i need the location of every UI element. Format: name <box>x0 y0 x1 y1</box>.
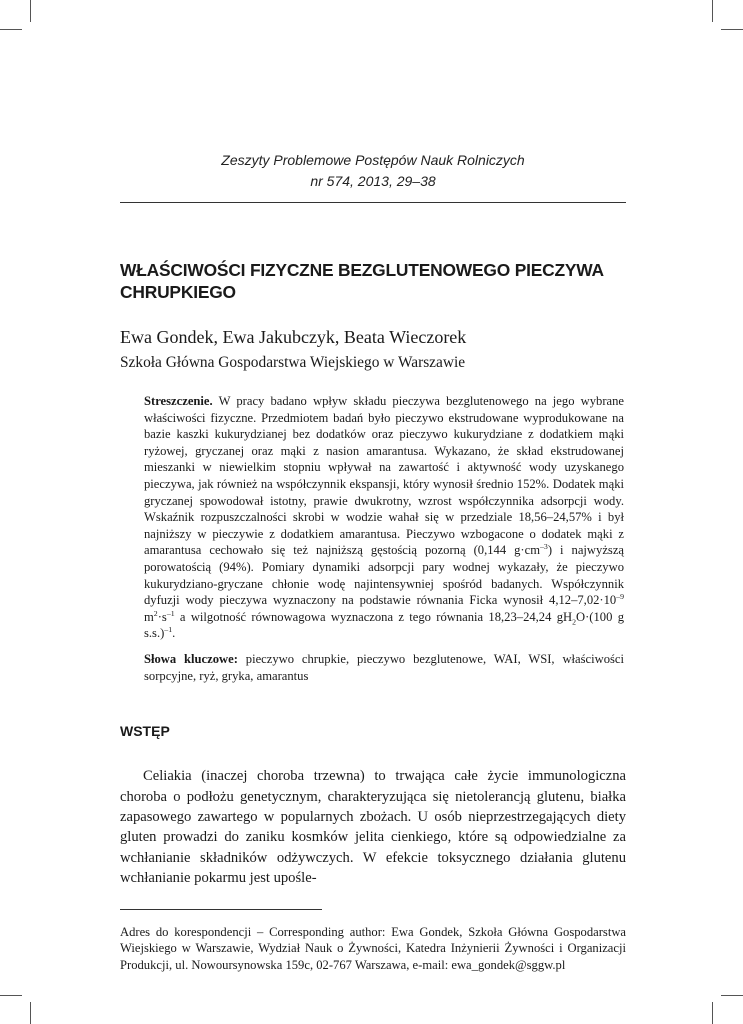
abstract-part: m <box>144 609 154 624</box>
abstract-lead: Streszczenie. <box>144 394 213 408</box>
crop-mark-top-right-h <box>721 29 743 30</box>
keywords-list: pieczywo chrupkie, pieczywo bezglutenowe, WAI, WSI, właściwości sorpcyjne, ryż, gryka, amarantus <box>144 651 624 683</box>
abstract-part: W pracy badano wpływ składu pieczywa bezglutenowego na jego wybrane właściwości fizyczne. Przedmiotem badań było pieczywo ekstrudowane wyprodukowane na bazie kaszki kukurydzianej bez dodatków oraz pieczywo kukurydziane z dodatkiem mąki ryżowej, gryczanej oraz mąki z nasion amarantusa. Wykazano, że skład ekstrudowanej mieszanki w niewielkim stopniu wpływał na zawartość i aktywność wody uzyskanego pieczywa, jak również na współczynnik ekspansji, który wynosił średnio 152%. Dodatek mąki gryczanej spowodował istotny, prawie dwukrotny, wzrost współczynnika adsorpcji wody. Wskaźnik rozpuszczalności skrobi w wodzie wahał się w przedziale 18,56–24,57% i był najniższy w pieczywie z dodatkiem amarantusa. Pieczywo wzbogacone o dodatek mąki z amarantusa cechowało się też najniższą gęstością pozorną (0,144 g·cm <box>144 394 624 558</box>
keywords <box>144 651 624 684</box>
crop-mark-bottom-left-h <box>0 995 22 996</box>
journal-issue: nr 574, 2013, 29–38 <box>310 173 436 189</box>
journal-header <box>120 150 626 192</box>
abstract-part: O·(100 g s.s.) <box>144 609 624 641</box>
abstract-superscript: –3 <box>540 542 548 552</box>
abstract-superscript: –9 <box>616 591 624 601</box>
abstract-text <box>144 393 624 642</box>
abstract-subscript: 2 <box>572 617 577 627</box>
crop-mark-bottom-right-v <box>712 1002 713 1024</box>
crop-mark-top-left-h <box>0 29 22 30</box>
header-rule <box>120 202 626 203</box>
crop-mark-top-right-v <box>712 0 713 22</box>
article-affiliation: Szkoła Główna Gospodarstwa Wiejskiego w Warszawie <box>120 354 466 371</box>
abstract <box>144 393 624 684</box>
section-paragraph: Celiakia (inaczej choroba trzewna) to trwająca całe życie immunologiczna choroba o podłożu genetycznym, charakteryzująca się nietolerancją glutenu, białka zapasowego zawartego w popularnych zbożach. U osób nieprzestrzegających diety gluten prowadzi do zaniku kosmków jelita cienkiego, które są odpowiedzialne za wchłanianie składników odżywczych. W efekcie toksycznego działania glutenu wchłanianie pokarmu jest upośle- <box>120 768 626 887</box>
journal-name: Zeszyty Problemowe Postępów Nauk Rolniczych <box>221 152 525 168</box>
article-title: WŁAŚCIWOŚCI FIZYCZNE BEZGLUTENOWEGO PIECZYWA CHRUPKIEGO <box>120 260 604 302</box>
abstract-part: ·s <box>157 609 167 624</box>
abstract-part: a wilgotność równowagowa wyznaczona z tego równania 18,23–24,24 gH <box>174 609 573 624</box>
crop-mark-bottom-right-h <box>721 995 743 996</box>
keywords-lead: Słowa kluczowe: <box>144 651 238 666</box>
crop-mark-top-left-v <box>30 0 31 22</box>
abstract-superscript: –1 <box>166 608 175 618</box>
crop-mark-bottom-left-v <box>30 1002 31 1024</box>
abstract-part: . <box>172 626 176 641</box>
article-authors: Ewa Gondek, Ewa Jakubczyk, Beata Wieczorek <box>120 327 467 347</box>
article-page <box>120 150 626 973</box>
abstract-superscript: 2 <box>153 608 158 618</box>
footnote: Adres do korespondencji – Corresponding author: Ewa Gondek, Szkoła Główna Gospodarstwa Wiejskiego w Warszawie, Wydział Nauk o Żywności, Katedra Inżynierii Żywności i Organizacji Produkcji, ul. Nowoursynowska 159c, 02-767 Warszawa, e-mail: ewa_gondek@sggw.pl <box>120 924 626 972</box>
section-heading: WSTĘP <box>120 723 170 740</box>
abstract-part: ) i najwyższą porowatością (94%). Pomiary dynamiki adsorpcji pary wodnej wykazały, że pieczywo kukurydziano-gryczane chłonie wodę najintensywniej spośród badanych. Współczynnik dyfuzji wody pieczywa wyznaczony na podstawie równania Ficka wynosił 4,12–7,02·10 <box>144 543 624 608</box>
footnote-rule <box>120 909 322 910</box>
abstract-superscript: –1 <box>164 625 173 635</box>
